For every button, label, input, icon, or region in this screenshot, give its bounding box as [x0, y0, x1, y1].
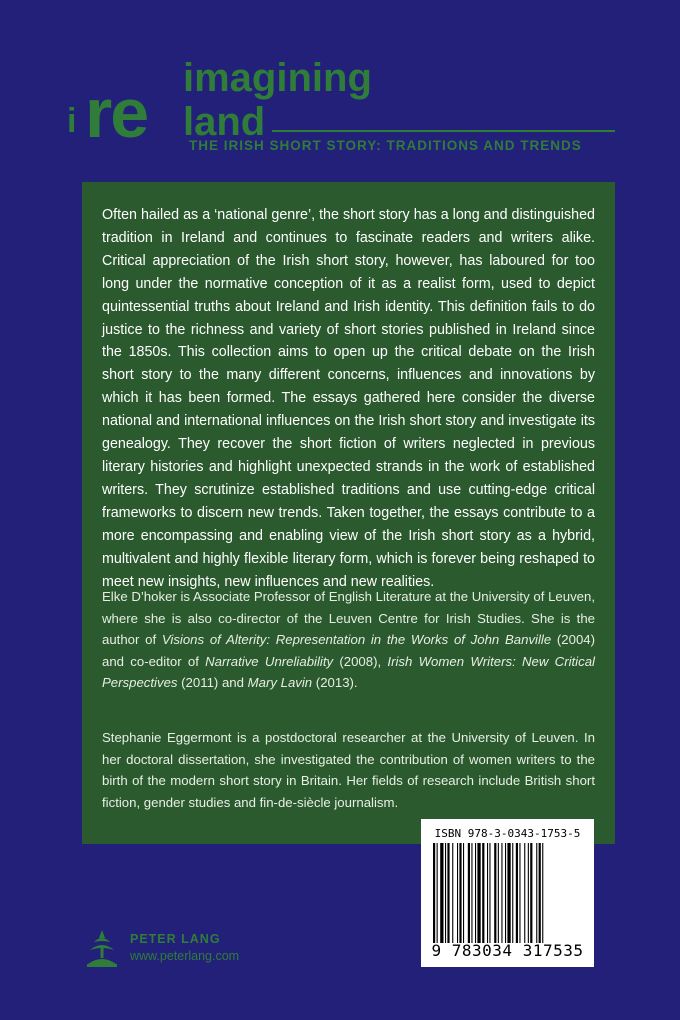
bio1-text: (2004) and co-editor of	[102, 632, 596, 669]
series-subtitle: THE IRISH SHORT STORY: TRADITIONS AND TRENDS	[189, 138, 582, 153]
bio1-text: (2008),	[333, 653, 388, 669]
description-panel	[82, 182, 615, 844]
publisher-block	[84, 928, 284, 968]
editor-bio-eggermont: Stephanie Eggermont is a postdoctoral researcher at the University of Leuven. In her doctoral dissertation, she investigated the contribution of women writers to the birth of the modern short story in Britain. Her fields of research include British short fiction, gender studies and fin-de-siècle journalism.	[102, 730, 595, 810]
publisher-name: PETER LANG	[130, 932, 221, 946]
logo-re: re	[85, 74, 148, 152]
isbn-label: ISBN 978-3-0343-1753-5	[434, 827, 581, 840]
bio1-text: (2011) and	[177, 675, 248, 691]
bio1-book-title: Narrative Unreliability	[205, 653, 334, 669]
barcode-bars	[431, 843, 584, 943]
isbn-barcode	[421, 819, 594, 967]
editor-bio-dhoker	[102, 586, 595, 694]
bio1-book-title: Irish Women Writers: New Critical Perspectives	[102, 653, 595, 691]
book-blurb: Often hailed as a ‘national genre’, the short story has a long and distinguished tradition in Ireland and continues to fascinate readers and writers alike. Critical appreciation of the Irish short story, however, has laboured for too long under the normative conception of it as a realist form, used to depict quintessential truths about Ireland and Irish identity. This definition fails to do justice to the richness and variety of short stories published in Ireland since the 1850s. This collection aims to open up the critical debate on the Irish short story to the many different concerns, influences and innovations by which it has been formed. The essays gathered here consider the diverse national and international influences on the Irish short story and investigate its genealogy. They recover the short fiction of writers neglected in previous literary histories and highlight unexpected strands in the work of established writers. They scrutinize established traditions and use cutting-edge critical frameworks to discern new trends. Taken together, the essays contribute to a more encompassing and enabling view of the Irish short story as a hybrid, multivalent and highly flexible literary form, which is forever being reshaped to meet new insights, new influences and new realities.	[102, 207, 595, 590]
logo-imagining: imagining	[183, 56, 372, 100]
barcode-digits: 9 783034 317535	[431, 941, 584, 960]
bio1-book-title: Mary Lavin	[247, 675, 313, 691]
logo-land: land	[183, 100, 266, 144]
bio1-text: (2013).	[312, 675, 358, 691]
bio1-text: Elke D’hoker is Associate Professor of English Literature at the University of Leuven, where she is also co-director of the Leuven Centre for Irish Studies. She is the author of	[102, 589, 595, 648]
logo-rule	[272, 130, 615, 132]
logo-letter-i: i	[67, 102, 77, 140]
publisher-url[interactable]: www.peterlang.com	[130, 949, 240, 963]
peter-lang-logo-icon	[84, 928, 120, 968]
bio1-book-title: Visions of Alterity: Representation in the Works of John Banville	[161, 632, 552, 648]
series-logo	[65, 52, 625, 162]
